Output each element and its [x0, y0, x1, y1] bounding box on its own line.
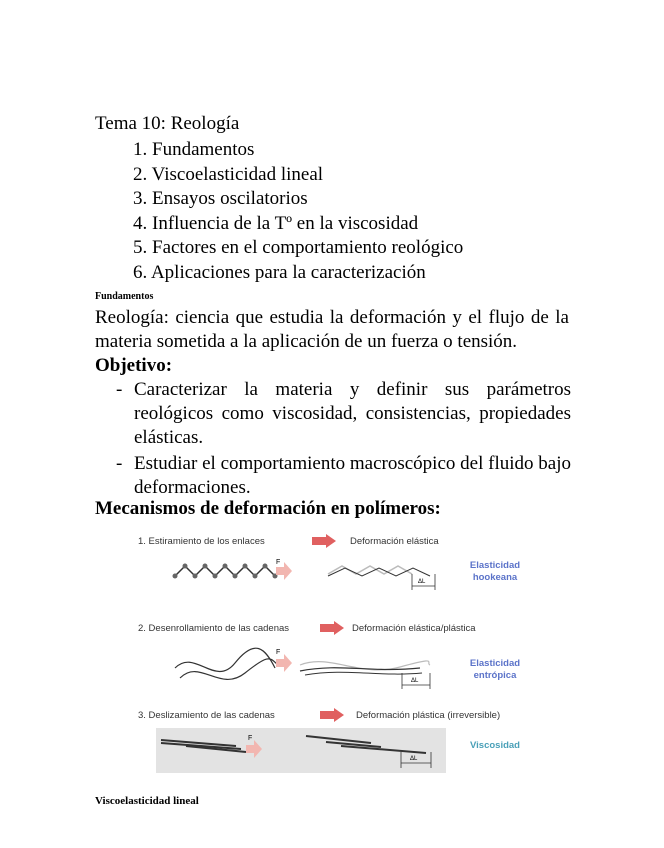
deformation-type-label: Viscosidad: [470, 740, 520, 751]
definition-paragraph: Reología: ciencia que estudia la deformación y el flujo de la materia sometida a la aplicación de un fuerza o tensión.: [95, 307, 569, 352]
mechanism-label: 1. Estiramiento de los enlaces: [138, 536, 265, 547]
right-arrow-icon: [312, 534, 336, 548]
deformation-label: Deformación elástica: [350, 536, 439, 547]
toc-item: 4. Influencia de la Tº en la viscosidad: [133, 212, 419, 234]
deformation-mechanisms-figure: [130, 528, 540, 776]
force-label: F: [276, 649, 281, 656]
objective-item: - Estudiar el comportamiento macroscópico del fluido bajo deformaciones.: [116, 452, 571, 500]
deformation-label: Deformación plástica (irreversible): [356, 710, 501, 721]
objective-list: [116, 378, 571, 502]
toc-item: 3. Ensayos oscilatorios: [133, 188, 308, 209]
toc-item: 6. Aplicaciones para la caracterización: [133, 261, 426, 283]
deformation-type-label: Elasticidad entrópica: [469, 658, 521, 681]
deformation-label: Deformación elástica/plástica: [352, 623, 476, 634]
mechanism-label: 2. Desenrollamiento de las cadenas: [138, 623, 290, 634]
deformation-type-label: Elasticidad hookeana: [469, 560, 521, 583]
section-heading-fundamentos: Fundamentos: [95, 291, 154, 302]
delta-label: ΔL: [418, 579, 426, 585]
force-label: F: [276, 559, 281, 566]
toc-item: 1. Fundamentos: [133, 139, 255, 160]
toc-item: 2. Viscoelasticidad lineal: [133, 163, 324, 185]
right-arrow-icon: [320, 708, 344, 722]
objective-item: - Caracterizar la materia y definir sus parámetros reológicos como viscosidad, consistencias, propiedades elásticas.: [116, 378, 571, 450]
section-heading-viscoelasticidad: Viscoelasticidad lineal: [95, 795, 199, 807]
chain-sliding-drawing: [156, 728, 446, 773]
objective-heading: Objetivo:: [95, 355, 173, 376]
force-label: F: [248, 735, 253, 742]
document-title: Tema 10: Reología: [95, 113, 240, 134]
right-arrow-icon: [320, 621, 344, 635]
toc-item: 5. Factores en el comportamiento reológico: [133, 237, 464, 258]
mechanism-label: 3. Deslizamiento de las cadenas: [138, 710, 275, 721]
bond-stretching-drawing: [170, 556, 450, 596]
delta-label: ΔL: [411, 678, 419, 684]
chain-uncoiling-drawing: [170, 643, 450, 693]
table-of-contents: [133, 138, 463, 285]
mechanisms-heading: Mecanismos de deformación en polímeros:: [95, 498, 441, 519]
delta-label: ΔL: [410, 756, 418, 762]
